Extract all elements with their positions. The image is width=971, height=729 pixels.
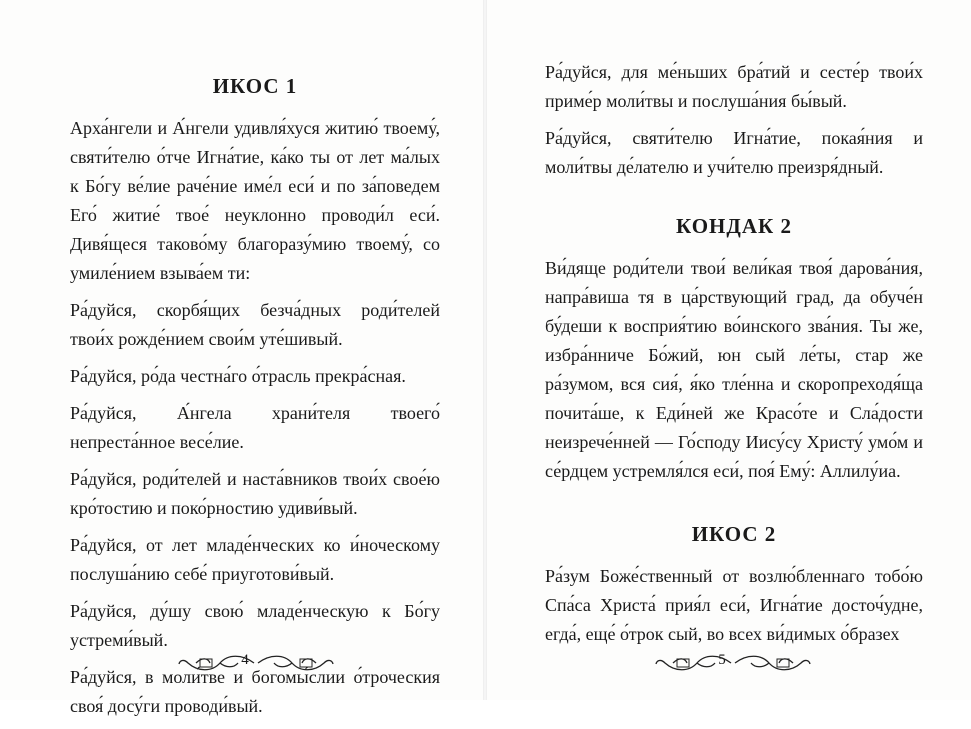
rejoice-line: Ра́дуйся, А́нгела храни́теля твоего́ непреста́нное весе́лие. [70,403,440,452]
kontakion-2-heading: КОНДАК 2 [676,214,792,238]
right-page [485,0,971,700]
page-number: 4 [241,652,249,668]
rejoice-line: Ра́дуйся, ду́шу свою́ младе́нческую к Бо́гу устреми́вый. [70,601,440,650]
rejoice-line: Ра́дуйся, скорбя́щих безча́дных роди́телей твои́х рожде́нием свои́м уте́шивый. [70,300,440,349]
ornament-icon [256,648,336,678]
right-page-footer [485,648,971,678]
rejoice-line: Ра́дуйся, ро́да честна́го о́трасль прекра́сная. [70,366,406,386]
left-page [0,0,485,716]
ikos-1-heading: ИКОС 1 [212,74,298,98]
left-page-footer [0,648,485,678]
ikos-2-heading: ИКОС 2 [691,522,777,546]
rejoice-line: Ра́дуйся, святи́телю Игна́тие, покая́ния и моли́твы де́лателю и учи́телю преизря́дный. [545,128,923,177]
ikos-2-paragraph: Ра́зум Боже́ственный от возлю́бленнаго тобо́ю Спа́са Христа́ прия́л еси́, Игна́тие досточ́удне, егда́, еще́ о́трок сый, во всех ви́димых о́бразех [545,566,923,644]
page-number: 5 [718,652,726,668]
ornament-icon [733,648,813,678]
left-text-column [70,66,440,729]
rejoice-line: Ра́дуйся, роди́телей и наста́вников твои́х свое́ю кро́тостию и поко́рностию удиви́вый. [70,469,440,518]
rejoice-line: Ра́дуйся, для ме́ньших бра́тий и сесте́р твои́х приме́р моли́твы и послуша́ния бы́вый. [545,62,923,111]
ikos-1-paragraph: Арха́нгели и А́нгели удивля́хуся житию́ твоему́, святи́телю о́тче Игна́тие, ка́ко ты от лет ма́лых к Бо́гу ве́лие раче́ние име́л еси́ и по за́поведем Его́ житие́ твое́ неуклонно проводи́л еси́. Дивя́щеся таково́му благоразу́мию твоему́, со умиле́нием взыва́ем ти: [70,118,440,283]
rejoice-line: Ра́дуйся, в моли́тве и богомы́слии о́троческия своя́ досу́ги проводи́вый. [70,667,440,716]
right-text-column [545,58,923,657]
rejoice-line: Ра́дуйся, от лет младе́нческих ко и́ноческому послуша́нию себе́ приуготови́вый. [70,535,440,584]
kontakion-2-paragraph: Ви́дяще роди́тели твои́ вели́кая твоя́ дарова́ния, напра́виша тя в ца́рствующий град, да обуче́н бу́деши к восприя́тию во́инского зва́ния. Ты же, избра́нниче Бо́жий, юн сый ле́ты, стар же ра́зумом, вся сия́, я́ко тле́нна и скоропреходя́ща почита́ше, к Еди́ней же Красо́те и Сла́дости неизрече́нней — Го́споду Иису́су Христу́ умо́м и се́рдцем устремля́лся еси́, поя́ Ему́: Аллилу́иа. [545,258,923,481]
